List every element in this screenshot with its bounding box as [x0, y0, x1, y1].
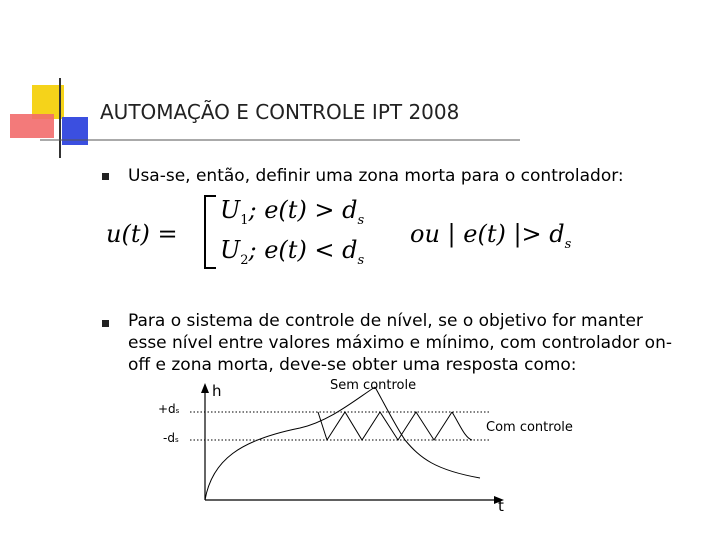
lower-threshold-label: -ds [163, 431, 179, 445]
equation-lhs: u(t) = [106, 220, 178, 248]
controlled-response-sawtooth [318, 412, 452, 440]
uncontrolled-rise-curve [205, 387, 375, 500]
annotation-com-controle: Com controle [486, 420, 573, 435]
equation-case-1: $U_1$; $e(t) > d_s$ [220, 196, 365, 228]
upper-threshold-label: +ds [158, 402, 180, 416]
controlled-response-tail [452, 412, 472, 440]
bullet-2-line-3: off e zona morta, deve-se obter uma resposta como: [128, 355, 577, 375]
bullet-2-line-1: Para o sistema de controle de nível, se o objetivo for manter [128, 311, 643, 331]
equation-rhs: ou | e(t) |> $d_s$ [410, 220, 572, 252]
bullet-text-1: Usa-se, então, definir uma zona morta para o controlador: [128, 166, 624, 186]
y-axis-label: h [212, 382, 222, 400]
y-axis-arrow [201, 383, 209, 393]
equation-case-2: $U_2$; $e(t) < d_s$ [220, 236, 365, 268]
page-title: AUTOMAÇÃO E CONTROLE IPT 2008 [100, 100, 460, 124]
x-axis-label: t [498, 497, 504, 515]
annotation-sem-controle: Sem controle [330, 378, 417, 393]
bullet-2-line-2: esse nível entre valores máximo e mínimo, com controlador on- [128, 333, 672, 353]
